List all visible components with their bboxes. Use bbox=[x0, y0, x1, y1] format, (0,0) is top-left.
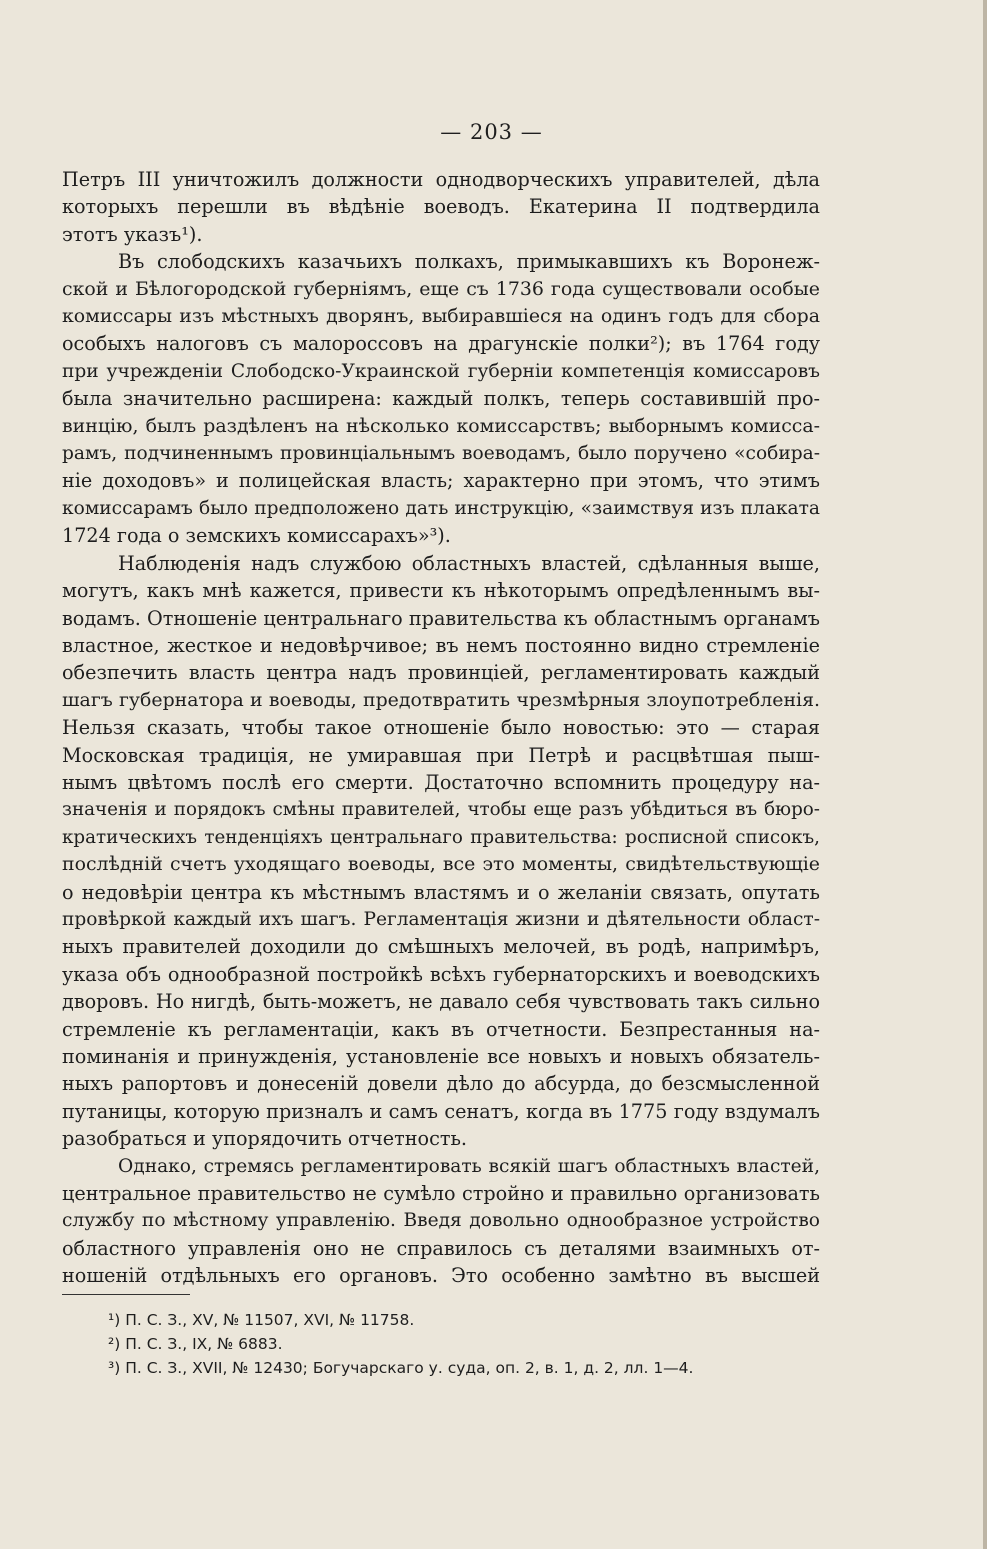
text-line: ныхъ правителей доходили до смѣшныхъ мелочей, въ родѣ, напримѣръ, bbox=[62, 935, 820, 959]
text-line: властное, жесткое и недовѣрчивое; въ немъ постоянно видно стремленіе bbox=[62, 633, 820, 657]
text-line: обезпечить власть центра надъ провинціей, регламентировать каждый bbox=[62, 661, 820, 685]
text-line: которыхъ перешли въ вѣдѣніе воеводъ. Екатерина II подтвердила bbox=[62, 195, 820, 219]
text-line: стремленіе къ регламентаціи, какъ въ отчетности. Безпрестанныя на- bbox=[62, 1017, 820, 1041]
text-line: могутъ, какъ мнѣ кажется, привести къ нѣкоторымъ опредѣленнымъ вы- bbox=[62, 579, 820, 603]
page-number: — 203 — bbox=[440, 120, 543, 144]
footnote: ²) П. С. З., IX, № 6883. bbox=[108, 1335, 283, 1353]
footnote-divider bbox=[62, 1294, 190, 1295]
text-line: ныхъ рапортовъ и донесеній довели дѣло до абсурда, до безсмысленной bbox=[62, 1072, 820, 1096]
text-line: указа объ однообразной постройкѣ всѣхъ губернаторскихъ и воеводскихъ bbox=[62, 962, 820, 986]
body-text bbox=[62, 166, 820, 1290]
text-line: дворовъ. Но нигдѣ, быть-можетъ, не давало себя чувствовать такъ сильно bbox=[62, 990, 820, 1014]
text-line: 1724 года о земскихъ комиссарахъ»³). bbox=[62, 524, 451, 548]
text-line: Нельзя сказать, чтобы такое отношеніе было новостью: это — старая bbox=[62, 716, 820, 740]
text-line: при учрежденіи Слободско-Украинской губерніи компетенція комиссаровъ bbox=[62, 360, 820, 382]
text-line: послѣдній счетъ уходящаго воеводы, все это моменты, свидѣтельствующіе bbox=[62, 853, 820, 876]
text-line: ніе доходовъ» и полицейская власть; характерно при этомъ, что этимъ bbox=[62, 469, 820, 493]
text-line: значенія и порядокъ смѣны правителей, чтобы еще разъ убѣдиться въ бюро- bbox=[62, 799, 820, 821]
text-line: ской и Бѣлогородской губерніямъ, еще съ 1736 года существовали особые bbox=[62, 277, 820, 300]
text-line: шагъ губернатора и воеводы, предотвратить чрезмѣрныя злоупотребленія. bbox=[62, 688, 820, 711]
text-line: разобраться и упорядочить отчетность. bbox=[62, 1127, 467, 1151]
text-line: поминанія и принужденія, установленіе все новыхъ и новыхъ обязатель- bbox=[62, 1045, 820, 1068]
footnote: ¹) П. С. З., XV, № 11507, XVI, № 11758. bbox=[108, 1311, 415, 1329]
text-line: комиссарамъ было предположено дать инструкцію, «заимствуя изъ плаката bbox=[62, 497, 820, 519]
text-line: Въ слободскихъ казачьихъ полкахъ, примыкавшихъ къ Воронеж- bbox=[118, 250, 820, 274]
footnotes bbox=[108, 1308, 828, 1380]
text-line: Наблюденія надъ службою областныхъ властей, сдѣланныя выше, bbox=[118, 551, 820, 575]
text-line: Московская традиція, не умиравшая при Петрѣ и расцвѣтшая пыш- bbox=[62, 743, 820, 767]
text-line: центральное правительство не сумѣло стройно и правильно организовать bbox=[62, 1182, 820, 1206]
footnote: ³) П. С. З., XVII, № 12430; Богучарскаго у. суда, оп. 2, в. 1, д. 2, лл. 1—4. bbox=[108, 1359, 694, 1377]
text-line: ношеній отдѣльныхъ его органовъ. Это особенно замѣтно въ высшей bbox=[62, 1264, 820, 1288]
text-line: комиссары изъ мѣстныхъ дворянъ, выбиравшіеся на одинъ годъ для сбора bbox=[62, 305, 820, 328]
text-line: провѣркой каждый ихъ шагъ. Регламентація жизни и дѣятельности област- bbox=[62, 908, 820, 930]
text-line: путаницы, которую призналъ и самъ сенатъ, когда въ 1775 году вздумалъ bbox=[62, 1099, 820, 1123]
text-line: кратическихъ тенденціяхъ центральнаго правительства: росписной списокъ, bbox=[62, 826, 820, 848]
text-line: Петръ III уничтожилъ должности однодворческихъ управителей, дѣла bbox=[62, 168, 820, 191]
text-line: была значительно расширена: каждый полкъ, теперь составившій про- bbox=[62, 387, 820, 411]
text-line: о недовѣріи центра къ мѣстнымъ властямъ и о желаніи связать, опутать bbox=[62, 880, 820, 904]
text-line: службу по мѣстному управленію. Введя довольно однообразное устройство bbox=[62, 1210, 820, 1232]
text-line: рамъ, подчиненнымъ провинціальнымъ воеводамъ, было поручено «собира- bbox=[62, 443, 820, 465]
text-line: Однако, стремясь регламентировать всякій шагъ областныхъ властей, bbox=[118, 1155, 820, 1177]
text-line: этотъ указъ¹). bbox=[62, 222, 203, 246]
text-line: винцію, былъ раздѣленъ на нѣсколько комиссарствъ; выборнымъ комисса- bbox=[62, 414, 820, 437]
text-line: нымъ цвѣтомъ послѣ его смерти. Достаточно вспомнить процедуру на- bbox=[62, 770, 820, 794]
text-line: водамъ. Отношеніе центральнаго правительства къ областнымъ органамъ bbox=[62, 606, 820, 630]
text-line: особыхъ налоговъ съ малороссовъ на драгунскіе полки²); въ 1764 году bbox=[62, 332, 820, 356]
text-line: областного управленія оно не справилось съ деталями взаимныхъ от- bbox=[62, 1236, 820, 1260]
